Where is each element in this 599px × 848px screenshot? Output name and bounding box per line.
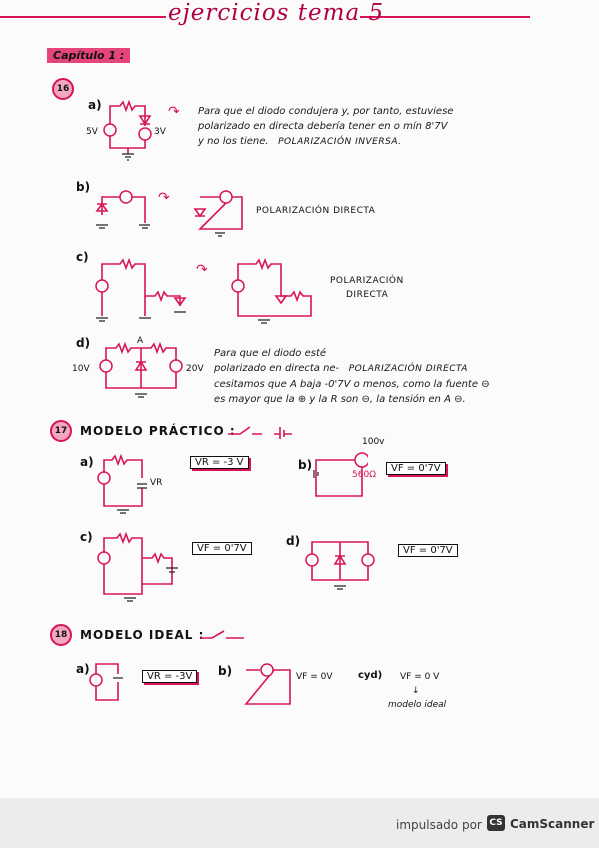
ex16a-v1: 5V [86, 127, 98, 137]
ex16b-circuit-forward [190, 185, 250, 245]
ex18cd-arrow: ↓ [412, 686, 420, 696]
ex17d-circuit [300, 532, 380, 592]
switch-symbol-icon [226, 424, 296, 440]
ex18cd-text: VF = 0 V [400, 672, 440, 682]
exercise-number-17: 17 [50, 420, 72, 442]
arrow-icon: ↷ [168, 104, 180, 120]
ex17d-label: d) [286, 534, 301, 548]
ex16b-circuit [90, 185, 150, 235]
ex16a-note-line [198, 134, 558, 150]
ex16d-label: d) [76, 336, 91, 350]
ex16d-note-text: Para que el diodo esté [214, 348, 327, 359]
ex16a-note [198, 104, 558, 150]
ex17c-result-box: VF = 0'7V [192, 542, 252, 555]
ex16a-note-text: y no los tiene. [198, 136, 269, 147]
ex16c-label: c) [76, 250, 89, 264]
ex17a-result-box: VR = -3 V [190, 456, 249, 469]
ex16d-circuit [96, 340, 186, 400]
ex16d-note-line [214, 361, 554, 377]
ex16b-tag: POLARIZACIÓN DIRECTA [256, 206, 376, 216]
ex17b-voltage: 100v [362, 437, 385, 447]
ex17b-result-box: VF = 0'7V [386, 462, 446, 475]
ex18b-text: VF = 0V [296, 672, 333, 682]
ex16d-note-text: polarizado en directa ne- [214, 363, 340, 374]
ex16c-tag-line1: POLARIZACIÓN [330, 276, 404, 286]
ex17c-circuit [92, 528, 192, 608]
ex18cd-subtext: modelo ideal [388, 700, 447, 710]
ex16d-note-line: cesitamos que A baja -0'7V o menos, como la fuente ⊖ [214, 379, 490, 390]
ex17a-vr: VR [150, 478, 163, 488]
ex16d-note-line [214, 346, 554, 361]
ex17b-resistor: 560Ω [352, 470, 377, 480]
ex16d-node: A [137, 336, 144, 346]
ex18a-label: a) [76, 662, 90, 676]
ex16a-label: a) [88, 98, 102, 112]
ex17a-label: a) [80, 455, 94, 469]
arrow-icon: ↷ [196, 262, 208, 278]
ex16c-tag-line2: DIRECTA [346, 290, 389, 300]
title-underline-left [0, 16, 166, 18]
ex16d-v1: 10V [72, 364, 90, 374]
ex17c-label: c) [80, 530, 93, 544]
ex17b-circuit [308, 446, 368, 506]
ex18a-result-box: VR = -3V [142, 670, 197, 683]
exercise-number-16: 16 [52, 78, 74, 100]
ideal-switch-icon [198, 628, 248, 644]
ex17b-label: b) [298, 458, 313, 472]
camscanner-logo-icon[interactable]: CS [487, 815, 505, 831]
ex16c-circuit-forward [226, 256, 326, 331]
ex16a-note-line: Para que el diodo condujera y, por tanto, estuviese [198, 106, 454, 117]
ex16a-note-line: polarizado en directa debería tener en o mín 8'7V [198, 121, 448, 132]
ex18cd-label: cyd) [358, 670, 383, 681]
exercise-number-18: 18 [50, 624, 72, 646]
ex16d-tag: POLARIZACIÓN DIRECTA [348, 364, 468, 374]
ex16b-label: b) [76, 180, 91, 194]
ex17-heading: MODELO PRÁCTICO : [80, 424, 236, 438]
ex18b-label: b) [218, 664, 233, 678]
ex17d-result-box: VF = 0'7V [398, 544, 458, 557]
ex16d-note [214, 346, 554, 407]
ex16c-circuit [90, 256, 200, 326]
footer-text: impulsado por [396, 818, 482, 832]
ex18b-circuit [240, 660, 296, 714]
chapter-label: Capítulo 1 : [47, 48, 130, 63]
ex16a-tag: POLARIZACIÓN INVERSA. [278, 137, 402, 147]
title-underline-right [360, 16, 530, 18]
ex18-heading: MODELO IDEAL : [80, 628, 205, 642]
ex16d-note-line: es mayor que la ⊕ y la R son ⊖, la tensión en A ⊖. [214, 394, 466, 405]
ex16a-v2: 3V [154, 127, 166, 137]
ex18a-circuit [88, 660, 138, 710]
ex16d-v2: 20V [186, 364, 204, 374]
page-title: ejercicios tema 5 [168, 0, 385, 26]
arrow-icon: ↷ [158, 190, 170, 206]
camscanner-brand[interactable]: CamScanner [510, 817, 595, 831]
